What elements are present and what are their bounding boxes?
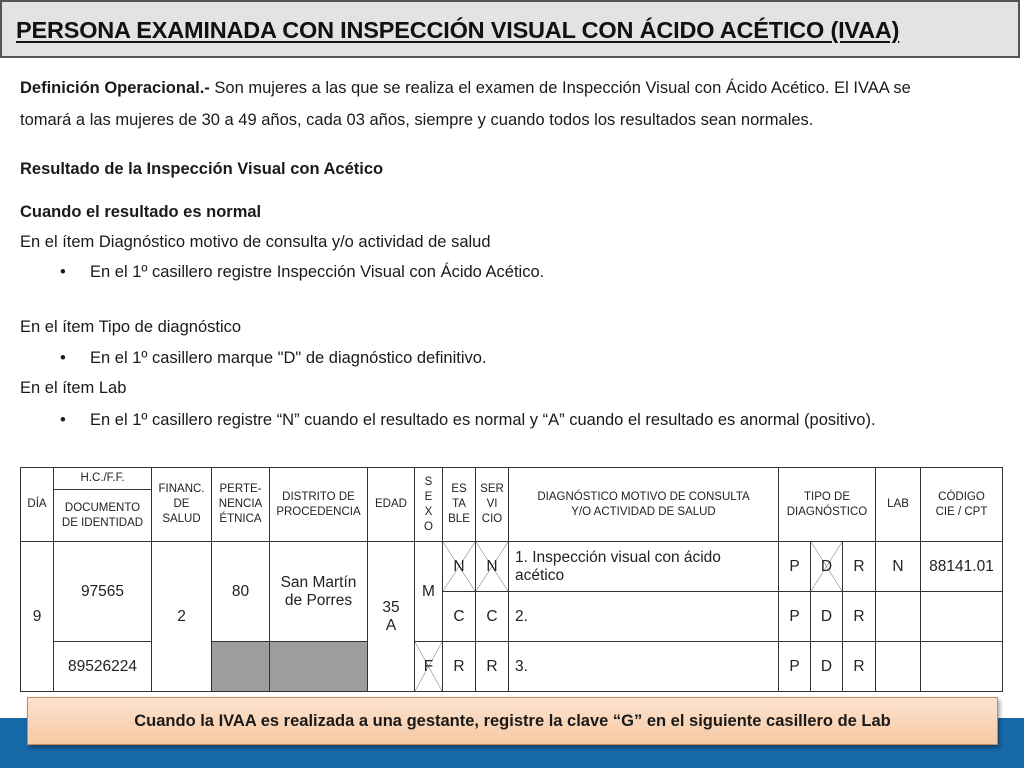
his-form-table xyxy=(20,467,1003,692)
normal-heading: Cuando el resultado es normal xyxy=(20,203,262,221)
header-lab: LAB xyxy=(876,468,921,542)
cell-codigo-2 xyxy=(921,592,1003,642)
cell-servicio-2: C xyxy=(476,592,509,642)
banner-text: Cuando la IVAA es realizada a una gestante, registre la clave “G” en el siguiente casillero de Lab xyxy=(134,711,891,730)
item-lab-label: En el ítem Lab xyxy=(20,379,127,397)
cell-distrito: San Martín de Porres xyxy=(270,542,368,642)
cell-establecimiento-3: R xyxy=(443,642,476,692)
item-diagnostico-label: En el ítem Diagnóstico motivo de consulta y/o actividad de salud xyxy=(20,233,491,251)
cell-value: N xyxy=(486,557,498,575)
cell-value: D xyxy=(820,557,833,575)
cell-tipo-r-1: R xyxy=(843,542,876,592)
definition-label: Definición Operacional.- xyxy=(20,79,210,97)
definition-line-1 xyxy=(20,77,911,99)
header-servicio: SER VI CIO xyxy=(476,468,509,542)
page-title: PERSONA EXAMINADA CON INSPECCIÓN VISUAL CON ÁCIDO ACÉTICO (IVAA) xyxy=(16,17,900,43)
cell-servicio-1 xyxy=(476,542,509,592)
cell-documento: 89526224 xyxy=(54,642,152,692)
cell-edad: 35 A xyxy=(368,542,415,692)
result-heading: Resultado de la Inspección Visual con Acético xyxy=(20,160,384,178)
header-dia: DÍA xyxy=(21,468,54,542)
cell-tipo-r-2: R xyxy=(843,592,876,642)
bullet-icon: • xyxy=(60,263,66,281)
cell-hc: 97565 xyxy=(54,542,152,642)
item-lab-bullet: En el 1º casillero registre “N” cuando el resultado es normal y “A” cuando el resultado es anormal (positivo). xyxy=(90,411,876,429)
header-diagnostico: DIAGNÓSTICO MOTIVO DE CONSULTA Y/O ACTIVIDAD DE SALUD xyxy=(509,468,779,542)
cell-tipo-d-3: D xyxy=(811,642,843,692)
header-tipo-diagnostico: TIPO DE DIAGNÓSTICO xyxy=(779,468,876,542)
cell-diagnostico-3: 3. xyxy=(509,642,779,692)
cell-dia: 9 xyxy=(21,542,54,692)
cell-financ: 2 xyxy=(152,542,212,692)
title-bar xyxy=(0,0,1020,58)
cell-sexo-f xyxy=(415,642,443,692)
item-diagnostico-bullet: En el 1º casillero registre Inspección Visual con Ácido Acético. xyxy=(90,263,545,281)
cell-establecimiento-2: C xyxy=(443,592,476,642)
definition-text-1: Son mujeres a las que se realiza el examen de Inspección Visual con Ácido Acético. El IVAA se xyxy=(209,79,911,97)
cell-pertenencia: 80 xyxy=(212,542,270,642)
cell-codigo-1: 88141.01 xyxy=(921,542,1003,592)
item-tipo-bullet: En el 1º casillero marque "D" de diagnóstico definitivo. xyxy=(90,349,487,367)
definition-line-2: tomará a las mujeres de 30 a 49 años, cada 03 años, siempre y cuando todos los resultados sean normales. xyxy=(20,111,814,129)
cell-diagnostico-1: 1. Inspección visual con ácido acético xyxy=(509,542,779,592)
cell-lab-2 xyxy=(876,592,921,642)
cell-tipo-p-3: P xyxy=(779,642,811,692)
cell-tipo-d-1 xyxy=(811,542,843,592)
bullet-icon: • xyxy=(60,349,66,367)
header-hc-ff: H.C./F.F. xyxy=(54,468,152,490)
header-distrito: DISTRITO DE PROCEDENCIA xyxy=(270,468,368,542)
cell-tipo-r-3: R xyxy=(843,642,876,692)
cell-tipo-p-2: P xyxy=(779,592,811,642)
header-establecimiento: ES TA BLE xyxy=(443,468,476,542)
cell-establecimiento-1 xyxy=(443,542,476,592)
header-codigo: CÓDIGO CIE / CPT xyxy=(921,468,1003,542)
header-sexo: S E X O xyxy=(415,468,443,542)
header-financ: FINANC. DE SALUD xyxy=(152,468,212,542)
header-pertenencia: PERTE- NENCIA ÉTNICA xyxy=(212,468,270,542)
item-tipo-label: En el ítem Tipo de diagnóstico xyxy=(20,318,242,336)
bullet-icon: • xyxy=(60,411,66,429)
gestante-note-banner xyxy=(27,697,998,745)
cell-pertenencia-empty xyxy=(212,642,270,692)
cell-distrito-empty xyxy=(270,642,368,692)
cell-lab-3 xyxy=(876,642,921,692)
cell-tipo-p-1: P xyxy=(779,542,811,592)
cell-value: F xyxy=(423,657,434,675)
header-edad: EDAD xyxy=(368,468,415,542)
cell-tipo-d-2: D xyxy=(811,592,843,642)
cell-codigo-3 xyxy=(921,642,1003,692)
cell-lab-1: N xyxy=(876,542,921,592)
cell-value: N xyxy=(453,557,465,575)
cell-servicio-3: R xyxy=(476,642,509,692)
cell-sexo-m: M xyxy=(415,542,443,642)
cell-diagnostico-2: 2. xyxy=(509,592,779,642)
header-documento: DOCUMENTO DE IDENTIDAD xyxy=(54,490,152,542)
